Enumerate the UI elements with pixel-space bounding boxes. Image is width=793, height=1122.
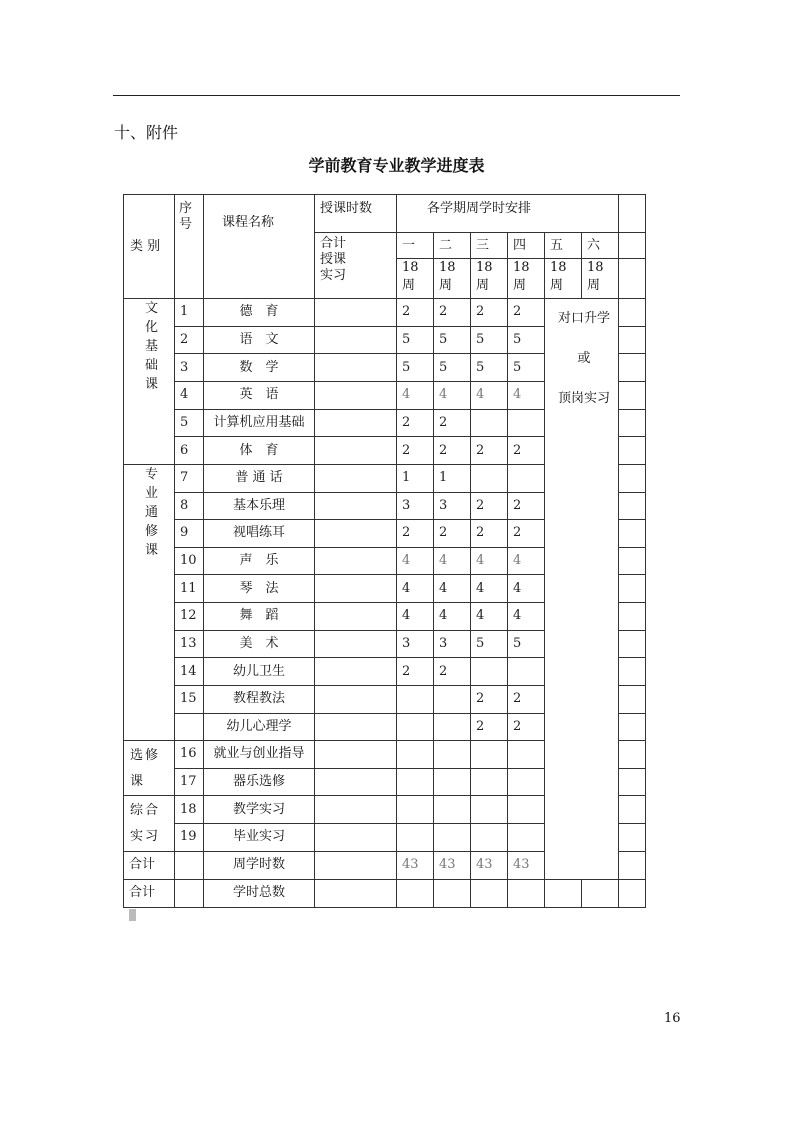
header-category: 类 别 xyxy=(124,195,175,299)
hours-cell xyxy=(315,879,397,907)
term-hours: 2 xyxy=(397,299,434,327)
weeks-cell xyxy=(545,259,582,299)
term-hours xyxy=(397,713,434,741)
hours-cell xyxy=(315,520,397,548)
header-practice: 实习 xyxy=(320,268,347,284)
totals-value: 43 xyxy=(434,851,471,879)
term-hours: 2 xyxy=(508,299,545,327)
term-hours: 5 xyxy=(434,326,471,354)
term-hours: 5 xyxy=(434,354,471,382)
header-lecture: 授课 xyxy=(320,252,347,268)
course-name: 幼儿心理学 xyxy=(204,713,315,741)
hours-cell xyxy=(315,492,397,520)
empty-cell xyxy=(619,354,646,382)
totals-value: 43 xyxy=(397,851,434,879)
course-name: 器乐选修 xyxy=(204,768,315,796)
course-name: 德 育 xyxy=(204,299,315,327)
empty-cell xyxy=(619,520,646,548)
term-hours: 4 xyxy=(397,547,434,575)
term-hours: 2 xyxy=(434,409,471,437)
empty-cell xyxy=(619,326,646,354)
term-hours: 4 xyxy=(508,382,545,410)
empty-cell xyxy=(619,824,646,852)
term-hours xyxy=(508,464,545,492)
hours-cell xyxy=(315,382,397,410)
header-course: 课程名称 xyxy=(204,195,315,299)
weeks-cell xyxy=(582,259,619,299)
row-number: 14 xyxy=(175,658,204,686)
term-hours: 3 xyxy=(397,630,434,658)
weeks-cell xyxy=(471,259,508,299)
term-hours: 2 xyxy=(397,409,434,437)
term-hours xyxy=(471,741,508,769)
table-title: 学前教育专业教学进度表 xyxy=(308,156,485,175)
term-hours xyxy=(397,741,434,769)
course-name: 教学实习 xyxy=(204,796,315,824)
weeks-unit: 周 xyxy=(402,278,416,294)
totals-name: 学时总数 xyxy=(204,879,315,907)
empty-cell xyxy=(619,547,646,575)
term-hours xyxy=(471,796,508,824)
course-name: 美 术 xyxy=(204,630,315,658)
category-label: 专业通修课 xyxy=(144,466,158,558)
term-hours: 2 xyxy=(471,299,508,327)
hours-cell xyxy=(315,437,397,465)
course-name: 英 语 xyxy=(204,382,315,410)
course-name: 毕业实习 xyxy=(204,824,315,852)
course-name: 教程教法 xyxy=(204,685,315,713)
course-name: 幼儿卫生 xyxy=(204,658,315,686)
term-hours: 4 xyxy=(508,575,545,603)
term-hours: 5 xyxy=(471,354,508,382)
empty-cell xyxy=(619,259,646,299)
empty-cell xyxy=(619,685,646,713)
empty-cell xyxy=(619,658,646,686)
hours-cell xyxy=(315,409,397,437)
row-number: 1 xyxy=(175,299,204,327)
term-hours: 4 xyxy=(471,603,508,631)
row-number: 10 xyxy=(175,547,204,575)
term-hours: 2 xyxy=(397,658,434,686)
hours-cell xyxy=(315,464,397,492)
totals-label: 合计 xyxy=(124,879,175,907)
term-hours: 4 xyxy=(508,547,545,575)
course-name: 琴 法 xyxy=(204,575,315,603)
weeks-number: 18 xyxy=(550,260,567,276)
term-hours: 4 xyxy=(434,575,471,603)
empty-cell xyxy=(619,796,646,824)
term-hours: 1 xyxy=(434,464,471,492)
empty-cell xyxy=(619,382,646,410)
header-hours: 授课时数 xyxy=(315,195,397,233)
weeks-number: 18 xyxy=(439,260,456,276)
empty-cell xyxy=(545,879,582,907)
term-hours: 5 xyxy=(471,630,508,658)
term-hours: 4 xyxy=(434,382,471,410)
header-rule xyxy=(113,95,680,96)
note-line: 顶岗实习 xyxy=(558,391,611,407)
term-hours: 2 xyxy=(508,520,545,548)
term-hours: 2 xyxy=(508,437,545,465)
term-hours xyxy=(434,824,471,852)
term-hours xyxy=(471,824,508,852)
weeks-unit: 周 xyxy=(513,278,527,294)
empty-cell xyxy=(619,851,646,879)
term-hours: 1 xyxy=(397,464,434,492)
course-name: 舞 蹈 xyxy=(204,603,315,631)
hours-cell xyxy=(315,796,397,824)
hours-cell xyxy=(315,851,397,879)
empty-cell xyxy=(619,713,646,741)
note-line: 对口升学 xyxy=(558,311,611,327)
hours-cell xyxy=(315,768,397,796)
term-hours xyxy=(434,741,471,769)
hours-cell xyxy=(315,741,397,769)
header-hours-sub xyxy=(315,233,397,299)
weeks-number: 18 xyxy=(476,260,493,276)
term-hours: 4 xyxy=(471,575,508,603)
weeks-unit: 周 xyxy=(476,278,490,294)
term-hours xyxy=(397,796,434,824)
empty-cell xyxy=(175,851,204,879)
row-number xyxy=(175,713,204,741)
term-hours: 2 xyxy=(508,713,545,741)
term-hours xyxy=(508,741,545,769)
term-hours: 2 xyxy=(397,520,434,548)
category-g3: 选修课 xyxy=(124,741,175,796)
header-total: 合计 xyxy=(320,236,347,252)
hours-cell xyxy=(315,326,397,354)
term-hours: 2 xyxy=(471,713,508,741)
totals-value xyxy=(508,879,545,907)
term-hours: 5 xyxy=(471,326,508,354)
hours-cell xyxy=(315,685,397,713)
note-line: 或 xyxy=(577,351,591,367)
category-g4: 综合实习 xyxy=(124,796,175,851)
empty-cell xyxy=(619,492,646,520)
weeks-unit: 周 xyxy=(439,278,453,294)
empty-cell xyxy=(619,603,646,631)
weeks-cell xyxy=(397,259,434,299)
row-number: 13 xyxy=(175,630,204,658)
term-3: 三 xyxy=(471,233,508,259)
weeks-cell xyxy=(508,259,545,299)
term-hours xyxy=(471,409,508,437)
empty-cell xyxy=(619,464,646,492)
row-number: 5 xyxy=(175,409,204,437)
category-g2 xyxy=(124,464,175,740)
term-hours: 2 xyxy=(508,685,545,713)
empty-cell xyxy=(619,233,646,259)
term-hours xyxy=(508,796,545,824)
weeks-number: 18 xyxy=(513,260,530,276)
term-hours xyxy=(434,713,471,741)
empty-cell xyxy=(619,741,646,769)
term-5: 五 xyxy=(545,233,582,259)
row-number: 17 xyxy=(175,768,204,796)
hours-cell xyxy=(315,630,397,658)
row-number: 7 xyxy=(175,464,204,492)
table-row xyxy=(124,299,646,327)
totals-value xyxy=(434,879,471,907)
row-number: 18 xyxy=(175,796,204,824)
term-hours xyxy=(508,768,545,796)
term-6: 六 xyxy=(582,233,619,259)
section-heading: 十、附件 xyxy=(114,123,179,142)
term-hours: 4 xyxy=(397,603,434,631)
row-number: 11 xyxy=(175,575,204,603)
term-hours: 4 xyxy=(434,603,471,631)
hours-cell xyxy=(315,824,397,852)
term-hours: 5 xyxy=(397,326,434,354)
totals-value xyxy=(471,879,508,907)
term-hours: 2 xyxy=(434,299,471,327)
totals-value: 43 xyxy=(471,851,508,879)
term-hours xyxy=(508,824,545,852)
course-name: 声 乐 xyxy=(204,547,315,575)
term-hours: 3 xyxy=(397,492,434,520)
term-hours: 4 xyxy=(471,547,508,575)
term-hours: 5 xyxy=(397,354,434,382)
row-number: 2 xyxy=(175,326,204,354)
header-schedule: 各学期周学时安排 xyxy=(397,195,619,233)
totals-value xyxy=(397,879,434,907)
term-hours xyxy=(508,658,545,686)
term-hours: 4 xyxy=(471,382,508,410)
term-hours xyxy=(434,768,471,796)
term-hours: 5 xyxy=(508,630,545,658)
course-name: 普 通 话 xyxy=(204,464,315,492)
term-hours: 2 xyxy=(434,520,471,548)
row-number: 6 xyxy=(175,437,204,465)
term-hours xyxy=(434,685,471,713)
row-number: 9 xyxy=(175,520,204,548)
term-hours: 2 xyxy=(471,685,508,713)
term-hours: 4 xyxy=(508,603,545,631)
term-hours: 4 xyxy=(434,547,471,575)
course-name: 基本乐理 xyxy=(204,492,315,520)
schedule-table xyxy=(123,194,646,908)
header-seq: 序号 xyxy=(175,195,204,299)
term-hours: 3 xyxy=(434,492,471,520)
empty-cell xyxy=(619,630,646,658)
empty-cell xyxy=(619,437,646,465)
hours-cell xyxy=(315,299,397,327)
weeks-cell xyxy=(434,259,471,299)
row-number: 3 xyxy=(175,354,204,382)
term-hours: 2 xyxy=(434,658,471,686)
category-label: 文化基础课 xyxy=(144,301,158,393)
row-number: 4 xyxy=(175,382,204,410)
hours-cell xyxy=(315,547,397,575)
totals-name: 周学时数 xyxy=(204,851,315,879)
empty-cell xyxy=(619,879,646,907)
internship-note xyxy=(545,299,619,880)
empty-cell xyxy=(619,575,646,603)
course-name: 计算机应用基础 xyxy=(204,409,315,437)
empty-cell xyxy=(175,879,204,907)
weeks-number: 18 xyxy=(402,260,419,276)
term-4: 四 xyxy=(508,233,545,259)
term-hours: 2 xyxy=(471,520,508,548)
row-number: 15 xyxy=(175,685,204,713)
term-hours: 4 xyxy=(397,382,434,410)
term-hours: 2 xyxy=(434,437,471,465)
empty-cell xyxy=(582,879,619,907)
term-2: 二 xyxy=(434,233,471,259)
hours-cell xyxy=(315,658,397,686)
term-1: 一 xyxy=(397,233,434,259)
empty-cell xyxy=(619,195,646,233)
weeks-unit: 周 xyxy=(587,278,601,294)
term-hours: 4 xyxy=(397,575,434,603)
term-hours xyxy=(471,768,508,796)
course-name: 就业与创业指导 xyxy=(204,741,315,769)
hours-cell xyxy=(315,713,397,741)
course-name: 语 文 xyxy=(204,326,315,354)
course-name: 视唱练耳 xyxy=(204,520,315,548)
hours-cell xyxy=(315,354,397,382)
totals-label: 合计 xyxy=(124,851,175,879)
totals-value: 43 xyxy=(508,851,545,879)
row-number: 16 xyxy=(175,741,204,769)
term-hours: 2 xyxy=(508,492,545,520)
totals-row xyxy=(124,879,646,907)
empty-cell xyxy=(619,409,646,437)
term-hours: 3 xyxy=(434,630,471,658)
term-hours xyxy=(397,824,434,852)
term-hours xyxy=(397,768,434,796)
term-hours xyxy=(508,409,545,437)
category-g1 xyxy=(124,299,175,465)
hours-cell xyxy=(315,575,397,603)
scan-mark xyxy=(129,909,136,921)
course-name: 体 育 xyxy=(204,437,315,465)
term-hours: 5 xyxy=(508,354,545,382)
row-number: 12 xyxy=(175,603,204,631)
term-hours: 5 xyxy=(508,326,545,354)
weeks-number: 18 xyxy=(587,260,604,276)
hours-cell xyxy=(315,603,397,631)
row-number: 19 xyxy=(175,824,204,852)
course-name: 数 学 xyxy=(204,354,315,382)
weeks-unit: 周 xyxy=(550,278,564,294)
row-number: 8 xyxy=(175,492,204,520)
term-hours xyxy=(397,685,434,713)
term-hours xyxy=(434,796,471,824)
term-hours xyxy=(471,658,508,686)
term-hours xyxy=(471,464,508,492)
term-hours: 2 xyxy=(397,437,434,465)
term-hours: 2 xyxy=(471,492,508,520)
term-hours: 2 xyxy=(471,437,508,465)
empty-cell xyxy=(619,299,646,327)
empty-cell xyxy=(619,768,646,796)
page-number: 16 xyxy=(664,1011,681,1026)
